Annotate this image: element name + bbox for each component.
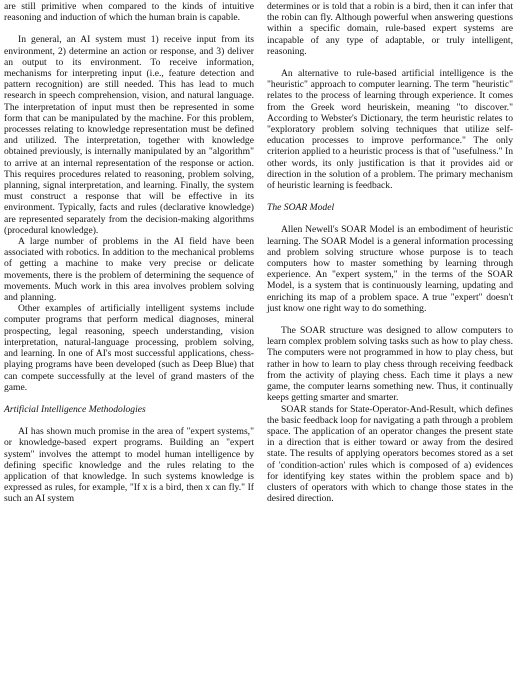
paragraph: A large number of problems in the AI field have been associated with robotics. In addition to the mechanical problems of getting a machine to make very precise or delicate movements, there is the problem of determining the sequence of movements. Much work in this area involves problem solving and planning.: [4, 236, 254, 304]
section-heading-ai-methodologies: Artificial Intelligence Methodologies: [4, 403, 146, 415]
paragraph: In general, an AI system must 1) receive input from its environment, 2) determine an action or response, and 3) deliver an output to its environment. To receive information, mechanisms for interpreting input (i.e., feature detection and pattern recognition) are still needed. This has lead to much research in speech comprehension, vision, and natural language. The interpretation of input must then be represented in some form that can be manipulated by the machine. For this problem, processes relating to knowledge representation must be defined and utilized. The interpretation, together with knowledge obtained previously, is internally manipulated by an "algorithm" to arrive at an internal representation of the response or action. This requires procedures related to reasoning, problem solving, planning, signal interpretation, and learning. Finally, the system must construct a response that will be effective in its environment. Typically, facts and rules (declarative knowledge) are represented separately from the decision-making algorithms (procedural knowledge).: [4, 34, 254, 236]
paragraph: The SOAR structure was designed to allow computers to learn complex problem solving tasks such as how to play chess. The computers were not programmed in how to play chess, but rather in how to learn to play chess through receiving feedback from the activity of playing chess. Each time it plays a new game, the computer learns something new. Thus, it continually keeps getting smarter and smarter.: [267, 325, 513, 404]
left-column: [4, 1, 254, 505]
paragraph: An alternative to rule-based artificial intelligence is the "heuristic" approach to computer learning. The term "heuristic" relates to the process of learning through experience. It comes from the Greek word heuriskein, meaning "to discover." According to Webster's Dictionary, the term heuristic relates to "exploratory problem solving techniques that utilize self-education processes to improve performance." The only criterion applied to a heuristic process is that of "usefulness." In other words, its only justification is that it provides aid or direction in the solution of a problem. The primary mechanism of heuristic learning is feedback.: [267, 68, 513, 192]
paragraph: AI has shown much promise in the area of "expert systems," or knowledge-based expert programs. Building an "expert system" involves the attempt to model human intelligence by defining specific knowledge and the rules relating to the application of that knowledge. In such systems knowledge is expressed as rules, for example, "If x is a bird, then x can fly." If such an AI system: [4, 426, 254, 505]
right-column: [267, 1, 513, 504]
paragraph: Allen Newell's SOAR Model is an embodiment of heuristic learning. The SOAR Model is a general information processing and problem solving structure whose purpose is to teach computers how to master something by learning through experience. An "expert system," in the terms of the SOAR Model, is a system that is continuously learning, updating and enriching its map of a problem space. A true "expert" doesn't just know one right way to do something.: [267, 224, 513, 314]
paragraph: SOAR stands for State-Operator-And-Result, which defines the basic feedback loop for navigating a path through a problem space. The application of an operator changes the present state in a direction that is either toward or away from the desired state. The results of applying operators becomes stored as a set of 'condition-action' rules which is composed of a) evidences for identifying key states within the problem space and b) clusters of operators with which to change those states in the desired direction.: [267, 403, 513, 505]
paragraph: are still primitive when compared to the kinds of intuitive reasoning and induction of which the human brain is capable.: [4, 1, 254, 24]
paragraph: determines or is told that a robin is a bird, then it can infer that the robin can fly. Although powerful when answering questions within a specific domain, rule-based expert systems are incapable of any type of adaptable, or truly intelligent, reasoning.: [267, 1, 513, 57]
paragraph: Other examples of artificially intelligent systems include computer programs that perform medical diagnoses, mineral prospecting, legal reasoning, speech understanding, vision interpretation, natural-language processing, problem solving, and learning. In one of AI's most successful applications, chess-playing programs have been developed (such as Deep Blue) that can compete successfully at the level of grand masters of the game.: [4, 303, 254, 393]
section-heading-soar-model: The SOAR Model: [267, 202, 335, 214]
